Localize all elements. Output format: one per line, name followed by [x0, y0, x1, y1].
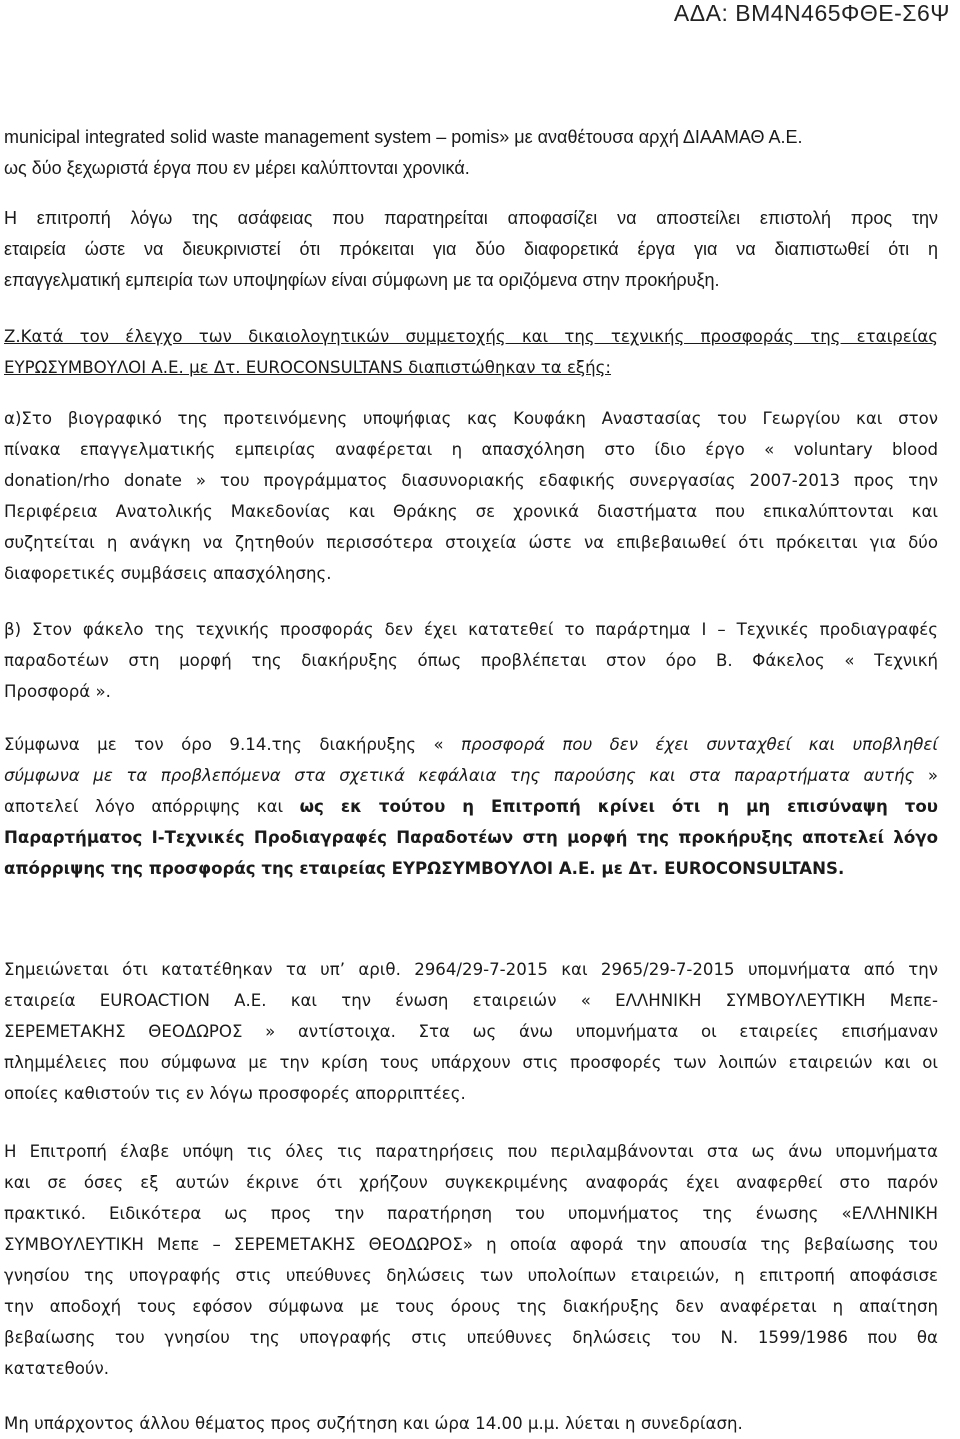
text-run: Σύμφωνα με τον όρο 9.14.της διακήρυξης « — [4, 735, 444, 754]
text-line: γνησίου της υπογραφής στις υπεύθυνες δηλώσεις των υπολοίπων εταιρειών, η επιτροπή αποφάσισε — [4, 1266, 938, 1285]
italic-run: σύμφωνα με τα προβλεπόμενα στα σχετικά κεφάλαια της παρούσης και στα παραρτήματα αυτής — [4, 766, 915, 785]
text-line: εταιρεία ώστε να διευκρινιστεί ότι πρόκειται για δύο διαφορετικά έργα για να διαπιστωθεί ότι η — [4, 239, 938, 259]
bold-run: ως εκ τούτου η Επιτροπή κρίνει ότι η μη επισύναψη του — [299, 797, 938, 816]
paragraph-committee-review — [4, 1136, 938, 1384]
text-line: πίνακα επαγγελματικής εμπειρίας αναφέρεται η απασχόληση στο ίδιο έργο « voluntary blood — [4, 440, 938, 459]
paragraph-project-intro — [4, 122, 938, 184]
text-line: απόρριψης της προσφοράς της εταιρείας ΕΥΡΩΣΥΜΒΟΥΛΟΙ Α.Ε. με Δτ. EUROCONSULTANS. — [4, 859, 845, 878]
text-line: ΣΕΡΕΜΕΤΑΚΗΣ ΘΕΟΔΩΡΟΣ » αντίστοιχα. Στα ως άνω υπομνήματα οι εταιρείες επισήμαναν — [4, 1022, 938, 1041]
text-line: βεβαίωσης του γνησίου της υπογραφής στις υπεύθυνες δηλώσεις του Ν. 1599/1986 που θα — [4, 1328, 938, 1347]
text-run: « ΕΛΛΗΝΙΚΗ ΣΥΜΒΟΥΛΕΥΤΙΚΗ Μεπε- — [580, 991, 938, 1010]
text-line: Μη υπάρχοντος άλλου θέματος προς συζήτηση και ώρα 14.00 μ.μ. λύεται η συνεδρίαση. — [4, 1414, 743, 1433]
text-run: αποτελεί λόγο απόρριψης και — [4, 797, 300, 816]
paragraph-b — [4, 614, 938, 707]
text-line: παραδοτέων στη μορφή της διακήρυξης όπως προβλέπεται στον όρο Β. Φάκελος « Τεχνική — [4, 651, 938, 670]
text-line: Ζ.Κατά τον έλεγχο των δικαιολογητικών συμμετοχής και της τεχνικής προσφοράς της εταιρείας — [4, 327, 938, 346]
italic-run: προσφορά που δεν έχει συνταχθεί και υποβληθεί — [461, 735, 938, 754]
text-run: » — [914, 766, 938, 785]
text-line: οποίες καθιστούν τις εν λόγω προσφορές απορριπτέες. — [4, 1084, 466, 1103]
text-line — [4, 729, 938, 760]
text-line — [4, 791, 938, 822]
text-line: municipal integrated solid waste management system – pomis» με αναθέτουσα αρχή ΔΙΑΑΜΑΘ Α.Ε. — [4, 127, 803, 147]
text-line: πρακτικό. Ειδικότερα ως προς την παρατήρηση του υπομνήματος της ένωσης «ΕΛΛΗΝΙΚΗ — [4, 1204, 938, 1223]
paragraph-memoranda — [4, 954, 938, 1109]
ada-identifier: ΑΔΑ: ΒΜ4Ν465ΦΘΕ-Σ6Ψ — [673, 0, 950, 26]
text-line: Παραρτήματος Ι-Τεχνικές Προδιαγραφές Παραδοτέων στη μορφή της προκήρυξης αποτελεί λόγο — [4, 828, 938, 847]
paragraph-a — [4, 403, 938, 589]
text-line: α)Στο βιογραφικό της προτεινόμενης υποψήφιας κας Κουφάκη Αναστασίας του Γεωργίου και στον — [4, 409, 938, 428]
paragraph-closing — [4, 1408, 938, 1439]
text-line — [4, 760, 938, 791]
text-line: donation/rho donate » του προγράμματος διασυνοριακής εδαφικής συνεργασίας 2007-2013 προς την — [4, 471, 938, 490]
text-line: Σημειώνεται ότι κατατέθηκαν τα υπ’ αριθ. 2964/29-7-2015 και 2965/29-7-2015 υπομνήματα από την — [4, 960, 938, 979]
text-line: Προσφορά ». — [4, 682, 111, 701]
text-run: εταιρεία EUROACTION Α.Ε. και την ένωση εταιρειών — [4, 991, 557, 1010]
paragraph-committee-letter — [4, 203, 938, 296]
text-line: συζητείται η ανάγκη να ζητηθούν περισσότερα στοιχεία ώστε να επιβεβαιωθεί ότι πρόκειται για δύο — [4, 533, 938, 552]
text-line: Η επιτροπή λόγω της ασάφειας που παρατηρείται αποφασίζει να αποστείλει επιστολή προς την — [4, 208, 938, 228]
text-line: Περιφέρεια Ανατολικής Μακεδονίας και Θράκης σε χρονικά διαστήματα που επικαλύπτονται και — [4, 502, 938, 521]
text-line: και σε όσες εξ αυτών έκρινε ότι χρήζουν συγκεκριμένης αναφοράς έχει αναφερθεί στο παρόν — [4, 1173, 938, 1192]
text-line: Η Επιτροπή έλαβε υπόψη τις όλες τις παρατηρήσεις που περιλαμβάνονται στα ως άνω υπομνήματα — [4, 1142, 938, 1161]
text-line: κατατεθούν. — [4, 1359, 110, 1378]
section-heading-z — [4, 321, 938, 383]
paragraph-c — [4, 729, 938, 884]
text-line: την αποδοχή τους εφόσον σύμφωνα με τους όρους της διακήρυξης δεν αναφέρεται η απαίτηση — [4, 1297, 938, 1316]
text-line: β) Στον φάκελο της τεχνικής προσφοράς δεν έχει κατατεθεί το παράρτημα Ι – Τεχνικές προδιαγραφές — [4, 620, 938, 639]
text-line: διαφορετικές συμβάσεις απασχόλησης. — [4, 564, 332, 583]
text-line: ΣΥΜΒΟΥΛΕΥΤΙΚΗ Μεπε – ΣΕΡΕΜΕΤΑΚΗΣ ΘΕΟΔΩΡΟΣ» η οποία αφορά την απουσία της βεβαίωσης του — [4, 1235, 938, 1254]
text-line — [4, 985, 938, 1016]
text-line: επαγγελματική εμπειρία των υποψηφίων είναι σύμφωνη με τα οριζόμενα στην προκήρυξη. — [4, 270, 720, 290]
text-line: ως δύο ξεχωριστά έργα που εν μέρει καλύπτονται χρονικά. — [4, 158, 470, 178]
text-line: ΕΥΡΩΣΥΜΒΟΥΛΟΙ Α.Ε. με Δτ. EUROCONSULTANS διαπιστώθηκαν τα εξής: — [4, 358, 612, 377]
text-line: πλημμέλειες που σύμφωνα με την κρίση τους υπάρχουν στις προσφορές των λοιπών εταιρειών και οι — [4, 1053, 938, 1072]
